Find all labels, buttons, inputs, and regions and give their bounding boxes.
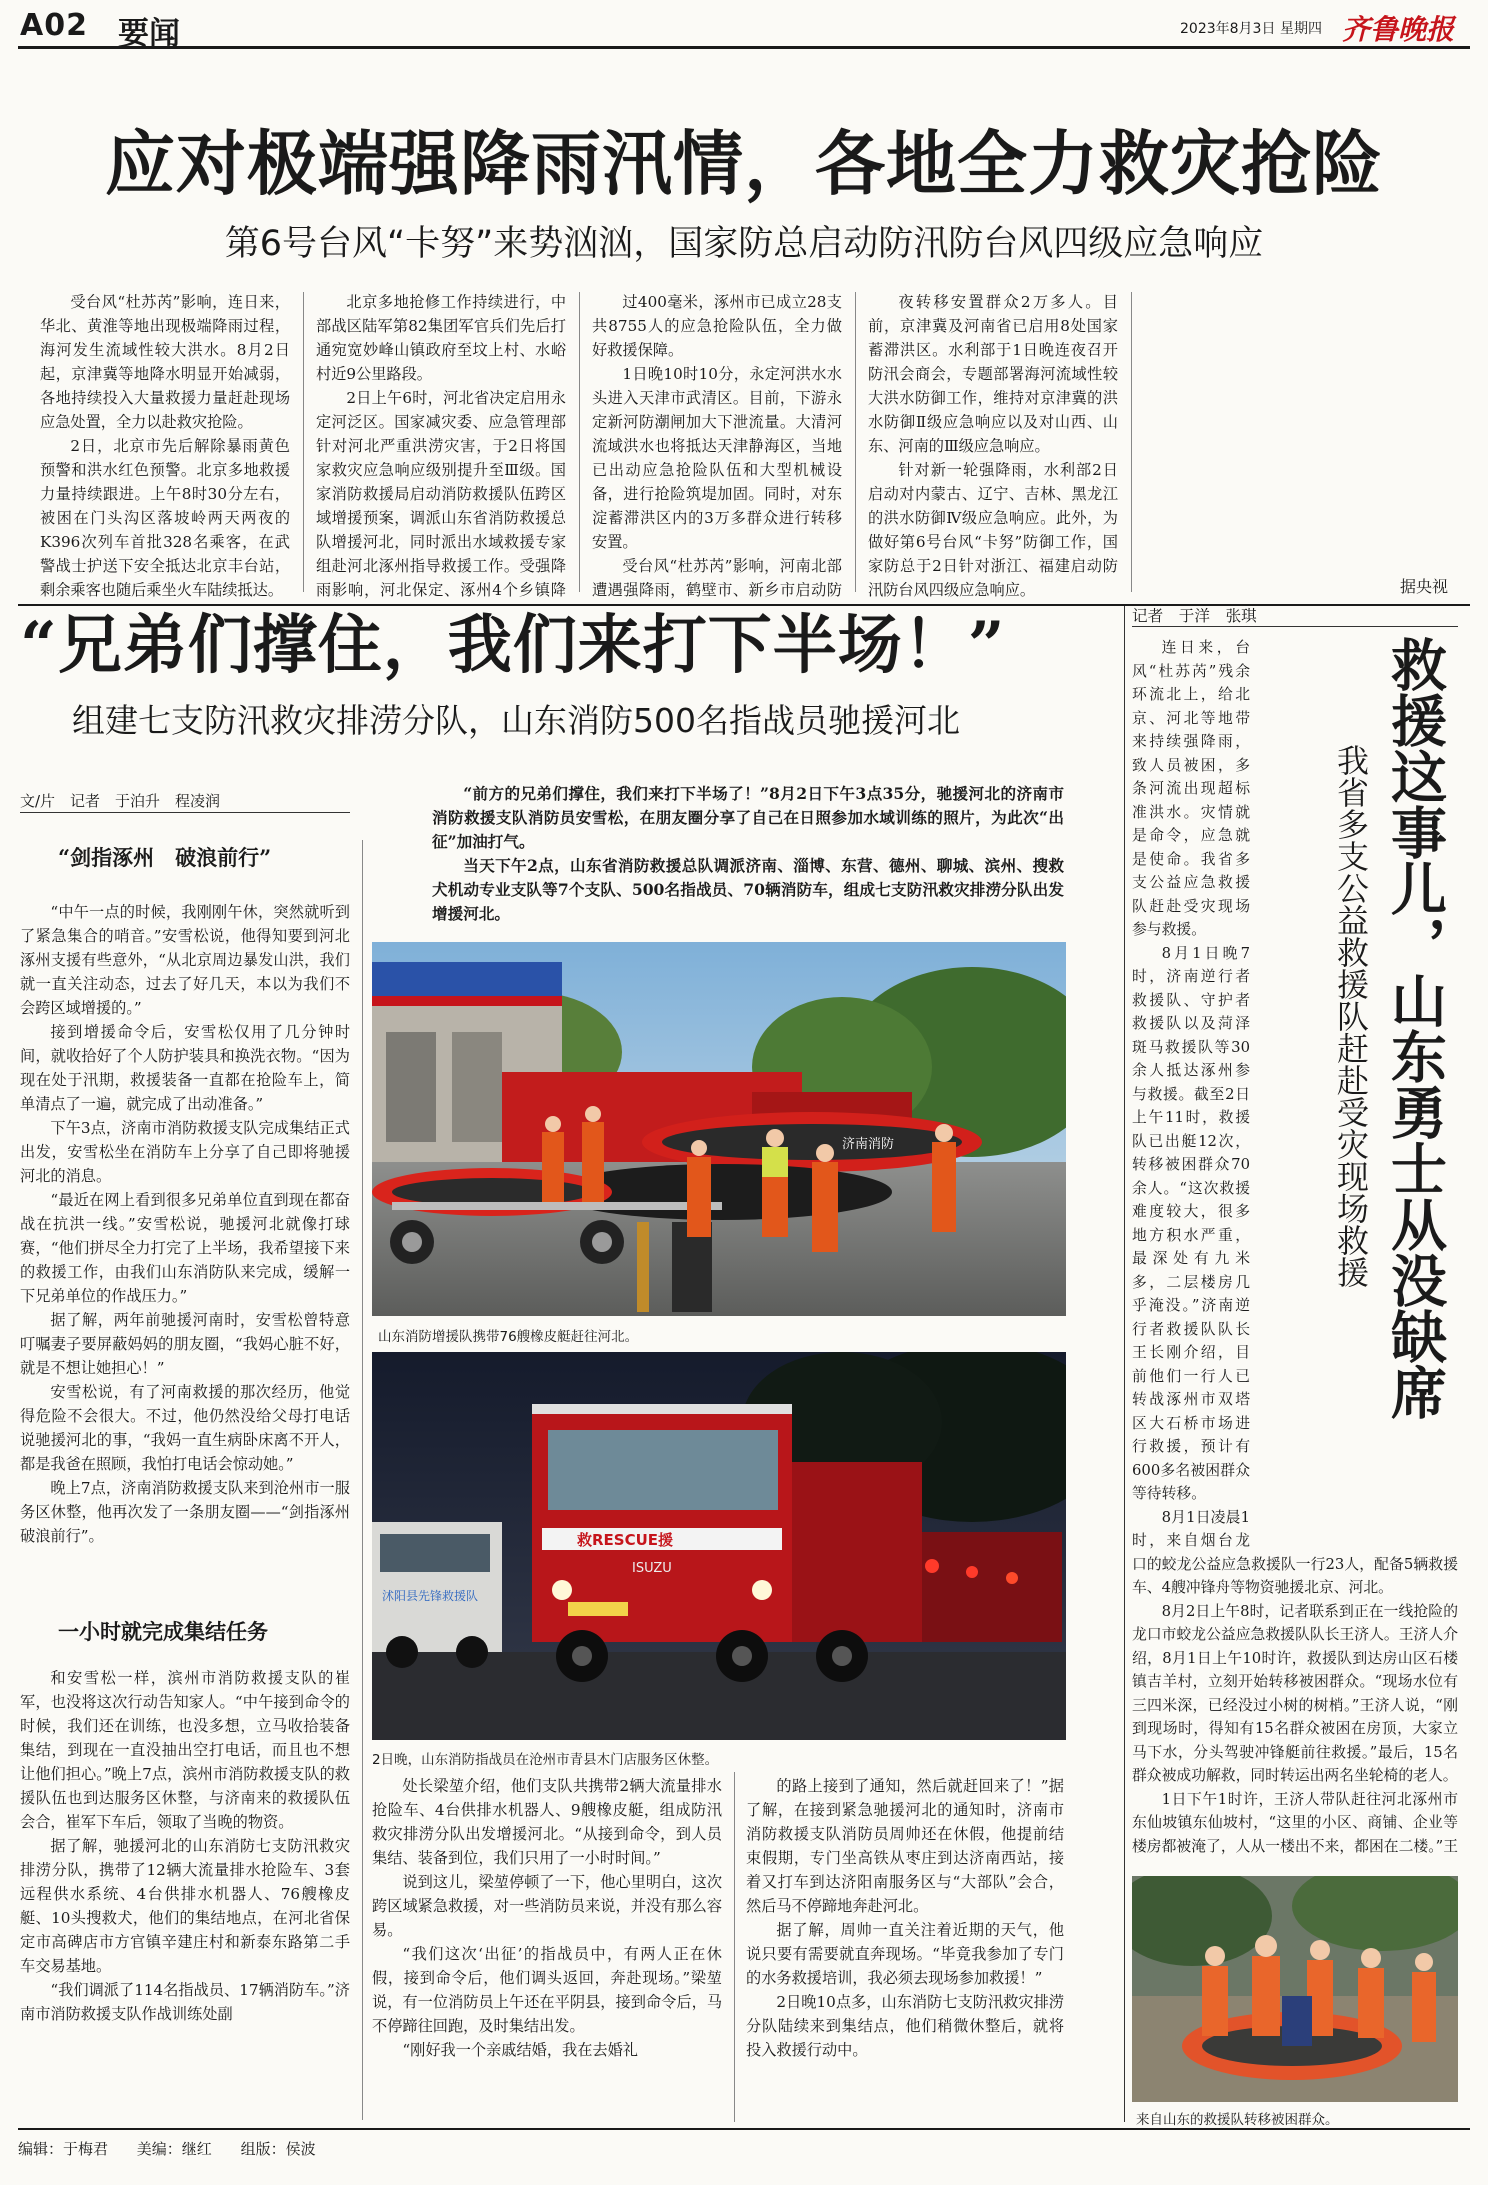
column-divider (1131, 292, 1132, 592)
paragraph: “最近在网上看到很多兄弟单位直到现在都奋战在抗洪一线。”安雪松说，驰援河北就像打球赛，“他们拼尽全力打完了上半场，我希望接下来的救援工作，由我们山东消防队来完成，缓解一下兄弟单位的作战压力。” (20, 1191, 350, 1305)
top-credit: 据央视 (1400, 577, 1449, 596)
paragraph: 安雪松说，有了河南救援的那次经历，他觉得危险不会很大。不过，他仍然没给父母打电话说驰援河北的事，“我妈一直生病卧床离不开人，都是我爸在照顾，我怕打电话会惊动她。” (20, 1383, 350, 1473)
paragraph: “刚好我一个亲戚结婚，我在去婚礼 (402, 2041, 638, 2059)
photo-trucks-night (372, 1352, 1066, 1740)
main-subheadline: 组建七支防汛救灾排涝分队，山东消防500名指战员驰援河北 (72, 701, 960, 740)
photo-rescue-caption: 来自山东的救援队转移被困群众。 (1136, 2112, 1339, 2128)
main-byline: 文/片 记者 于泊升 程凌润 (20, 792, 221, 810)
paragraph: 连日来，台风“杜苏芮”残余环流北上，给北京、河北等地带来持续强降雨，致人员被困，多条河流出现超标准洪水。灾情就是命令，应急就是使命。我省多支公益应急救援队赶赴受灾现场参与救援。 (1132, 639, 1250, 938)
paragraph: 晚上7点，济南消防救援支队来到沧州市一服务区休整，他再次发了一条朋友圈——“剑指涿州 破浪前行”。 (20, 1479, 350, 1545)
footer-art: 美编：继红 (136, 2140, 212, 2158)
side-body (1132, 636, 1458, 1858)
headline-space (1250, 636, 1458, 1536)
paragraph: 2日上午6时，河北省决定启用永定河泛区。国家减灾委、应急管理部针对河北严重洪涝灾害，于2日将国家救灾应急响应级别提升至Ⅲ级。国家消防救援局启动消防救援队伍跨区域增援预案，调派山东省消防救援总队增援河北，同时派出水域救援专家组赴河北涿州指导救援工作。受强降雨影响，河北保定、涿州4个乡镇降 (316, 389, 566, 599)
paragraph: 8月1日晚7时，济南逆行者救援队、守护者救援队以及菏泽斑马救援队等30余人抵达涿州参与救援。截至2日上午11时，救援队已出艇12次，转移被困群众70余人。“这次救援难度较大，很多地方积水严重，最深处有九米多，二层楼房几乎淹没。”济南逆行者救援队队长王长刚介绍，目前他们一行人已转战涿州市双塔区大石桥市场进行救援，预计有600多名被困群众等待转移。 (1132, 944, 1250, 1502)
column-divider (303, 292, 304, 592)
column-divider (1124, 606, 1125, 2122)
paragraph: 接到增援命令后，安雪松仅用了几分钟时间，就收拾好了个人防护装具和换洗衣物。“因为现在处于汛期，救援装备一直都在抢险车上，简单清点了一遍，就完成了出动准备。” (20, 1023, 350, 1113)
main-lead (432, 782, 1064, 934)
subhead-2: 一小时就完成集结任务 (58, 1619, 268, 1644)
page-number: A02 (20, 8, 88, 43)
photo-rescue (1132, 1876, 1458, 2102)
footer-rule (18, 2128, 1470, 2130)
paragraph: 2日晚10点多，山东消防七支防汛救灾排涝分队陆续来到集结点，他们稍微休整后，就将投入救援行动中。 (746, 1993, 1064, 2059)
header-rule (18, 46, 1470, 49)
paragraph: 8月1日凌晨1时，来自烟台龙口的蛟龙公益应急救援队一行23人，配备5辆救援车、4艘冲锋舟等物资驰援北京、河北。 (1132, 1508, 1458, 1596)
paragraph: 夜转移安置群众2万多人。目前，京津冀及河南省已启用8处国家蓄滞洪区。水利部于1日晚连夜召开防汛会商会，专题部署海河流域性较大洪水防御工作，维持对京津冀的洪水防御Ⅱ级应急响应以及对山西、山东、河南的Ⅲ级应急响应。 (868, 293, 1118, 455)
paragraph: “中午一点的时候，我刚刚午休，突然就听到了紧急集合的哨音。”安雪松说，他得知要到河北涿州支援有些意外，“从北京周边暴发山洪，我们就一直关注动态，过去了好几天，本以为我们不会跨区域增援的。” (20, 903, 350, 1017)
paragraph: “我们这次‘出征’的指战员中，有两人正在休假，接到命令后，他们调头返回，奔赴现场。”梁堃说，有一位消防员上午还在平阴县，接到命令后，马不停蹄往回跑，及时集结出发。 (372, 1945, 722, 2035)
truck-lettering: 救RESCUE援 (577, 1531, 674, 1549)
paragraph: 北京多地抢修工作持续进行，中部战区陆军第82集团军官兵们先后打通宛宽妙峰山镇政府至坟上村、水峪村近9公里路段。 (316, 293, 566, 383)
paragraph: 1日晚10时10分，永定河洪水水头进入天津市武清区。目前，下游永定新河防潮闸加大下泄流量。大清河流域洪水也将抵达天津静海区，当地已出动应急抢险队伍和大型机械设备，进行抢险筑堤加固。同时，对东淀蓄滞洪区内的3万多群众进行转移安置。 (592, 365, 842, 551)
main-col-1a (20, 900, 350, 1602)
main-col-1b (20, 1666, 350, 2124)
paragraph: 受台风“杜苏芮”影响，河南北部遭遇强降雨，鹤壁市、新乡市启动防 (592, 557, 842, 599)
top-subheadline: 第6号台风“卡努”来势汹汹，国家防总启动防汛防台风四级应急响应 (224, 224, 1264, 264)
boat-lettering: 济南消防 (842, 1137, 895, 1152)
paragraph: 据了解，驰援河北的山东消防七支防汛救灾排涝分队，携带了12辆大流量排水抢险车、3套远程供水系统、4台供排水机器人、76艘橡皮艇、10头搜救犬，他们的集结地点，在河北省保定市高碑店市方官镇辛建庄村和新泰东路第二手车交易基地。 (20, 1837, 350, 1975)
subhead-1: “剑指涿州 破浪前行” (58, 845, 272, 870)
top-col-4 (868, 290, 1118, 600)
top-col-1 (40, 290, 290, 600)
paragraph: 过400毫米，涿州市已成立28支共8755人的应急抢险队伍，全力做好救援保障。 (592, 293, 842, 359)
paragraph: 和安雪松一样，滨州市消防救援支队的崔军，也没将这次行动告知家人。“中午接到命令的时候，我们还在训练，也没多想，立马收拾装备集结，到现在一直没抽出空打电话，而且也不想让他们担心。”晚上7点，滨州市消防救援支队的救援队伍也到达服务区休整，与济南来的救援队伍会合，崔军下车后，领取了当晚的物资。 (20, 1669, 350, 1831)
paragraph: 8月2日上午8时，记者联系到正在一线抢险的龙口市蛟龙公益应急救援队队长王济人。王济人介绍，8月1日上午10时许，救援队到达房山区石楼镇吉羊村，立刻开始转移被困群众。“现场水位有三四米深，已经没过小树的树梢。”王济人说，“刚到现场时，得知有15名群众被困在房顶，大家立马下水，分头驾驶冲锋艇前往救援。”最后，15名群众被成功解救，同时转运出两名坐轮椅的老人。 (1132, 1602, 1458, 1784)
footer-credits (18, 2138, 316, 2159)
paragraph: 当天下午2点，山东省消防救援总队调派济南、淄博、东营、德州、聊城、滨州、搜救犬机动专业支队等7个支队、500名指战员、70辆消防车，组成七支防汛救灾排涝分队出发增援河北。 (432, 856, 1064, 923)
main-col-2 (372, 1774, 722, 2124)
side-headline: 救援这事儿，山东勇士从没缺席 (1382, 636, 1448, 1420)
top-col-3 (592, 290, 842, 600)
main-headline: “兄弟们撑住，我们来打下半场！” (20, 608, 1006, 683)
column-divider (362, 840, 363, 2120)
section-name: 要闻 (118, 16, 180, 52)
byline-rule (1132, 626, 1458, 627)
main-col-3 (746, 1774, 1064, 2124)
side-subheadline: 我省多支公益救援队赶赴受灾现场救援 (1332, 744, 1370, 1288)
column-divider (734, 1772, 735, 2122)
photo-trucks-caption: 2日晚，山东消防指战员在沧州市青县木门店服务区休整。 (372, 1752, 719, 1768)
column-divider (855, 292, 856, 592)
paragraph: 1日下午1时许，王济人带队赶往河北涿州市东仙坡镇东仙坡村，“这里的小区、商铺、企业等楼房都被淹了，人从一楼出不来，都困在二楼。”王 (1132, 1790, 1458, 1855)
issue-weekday: 星期四 (1280, 21, 1322, 37)
photo-boats (372, 942, 1066, 1316)
paragraph: 下午3点，济南市消防救援支队完成集结正式出发，安雪松坐在消防车上分享了自己即将驰援河北的消息。 (20, 1119, 350, 1185)
top-col-5 (1144, 290, 1458, 600)
paragraph: “我们调派了114名指战员、17辆消防车。”济南市消防救援支队作战训练处副 (20, 1981, 350, 2023)
footer-layout: 组版：侯波 (240, 2140, 316, 2158)
paragraph: 说到这儿，梁堃停顿了一下，他心里明白，这次跨区域紧急救援，对一些消防员来说，并没有那么容易。 (372, 1873, 722, 1939)
truck-brand: ISUZU (632, 1561, 672, 1576)
side-byline: 记者 于洋 张琪 (1132, 607, 1257, 625)
byline-rule (20, 812, 350, 813)
paragraph: 处长梁堃介绍，他们支队共携带2辆大流量排水抢险车、4台供排水机器人、9艘橡皮艇，组成防汛救灾排涝分队出发增援河北。“从接到命令，到人员集结、装备到位，我们只用了一小时时间。” (372, 1777, 722, 1867)
issue-date: 2023年8月3日 (1180, 21, 1276, 37)
column-divider (579, 292, 580, 592)
top-col-2 (316, 290, 566, 600)
top-headline: 应对极端强降雨汛情，各地全力救灾抢险 (105, 122, 1383, 205)
paragraph: 的路上接到了通知，然后就赶回来了！”据了解，在接到紧急驰援河北的通知时，济南市消防救援支队消防员周帅还在休假，他提前结束假期，专门坐高铁从枣庄到达济南西站，接着又打车到达济阳南服务区与“大部队”会合，然后马不停蹄地奔赴河北。 (746, 1777, 1064, 1915)
paragraph: 据了解，周帅一直关注着近期的天气，他说只要有需要就直奔现场。“毕竟我参加了专门的水务救援培训，我必须去现场参加救援！” (746, 1921, 1064, 1987)
paragraph: 针对新一轮强降雨，水利部2日启动对内蒙古、辽宁、吉林、黑龙江的洪水防御Ⅳ级应急响应。此外，为做好第6号台风“卡努”防御工作，国家防总于2日针对浙江、福建启动防汛防台风四级应急响应。 (868, 461, 1118, 599)
van-lettering: 沭阳县先锋救援队 (382, 1589, 479, 1603)
photo-boats-caption: 山东消防增援队携带76艘橡皮艇赶往河北。 (378, 1329, 639, 1345)
footer-editor: 编辑：于梅君 (18, 2140, 109, 2158)
paragraph: “前方的兄弟们撑住，我们来打下半场了！”8月2日下午3点35分，驰援河北的济南市消防救援支队消防员安雪松，在朋友圈分享了自己在日照参加水域训练的照片，为此次“出征”加油打气。 (432, 784, 1064, 851)
masthead-logo: 齐鲁晚报 (1342, 13, 1455, 46)
paragraph: 受台风“杜苏芮”影响，连日来，华北、黄淮等地出现极端降雨过程，海河发生流域性较大洪水。8月2日起，京津冀等地降水明显开始减弱，各地持续投入大量救援力量赶赴现场应急处置，全力以赴救灾抢险。 (40, 293, 290, 431)
paragraph: 据了解，两年前驰援河南时，安雪松曾特意叮嘱妻子要屏蔽妈妈的朋友圈，“我妈心脏不好，就是不想让她担心！” (20, 1311, 350, 1377)
paragraph: 2日，北京市先后解除暴雨黄色预警和洪水红色预警。北京多地救援力量持续跟进。上午8时30分左右，被困在门头沟区落坡岭两天两夜的K396次列车首批328名乘客，在武警战士护送下安全抵达北京丰台站，剩余乘客也随后乘坐火车陆续抵达。 (40, 437, 290, 599)
